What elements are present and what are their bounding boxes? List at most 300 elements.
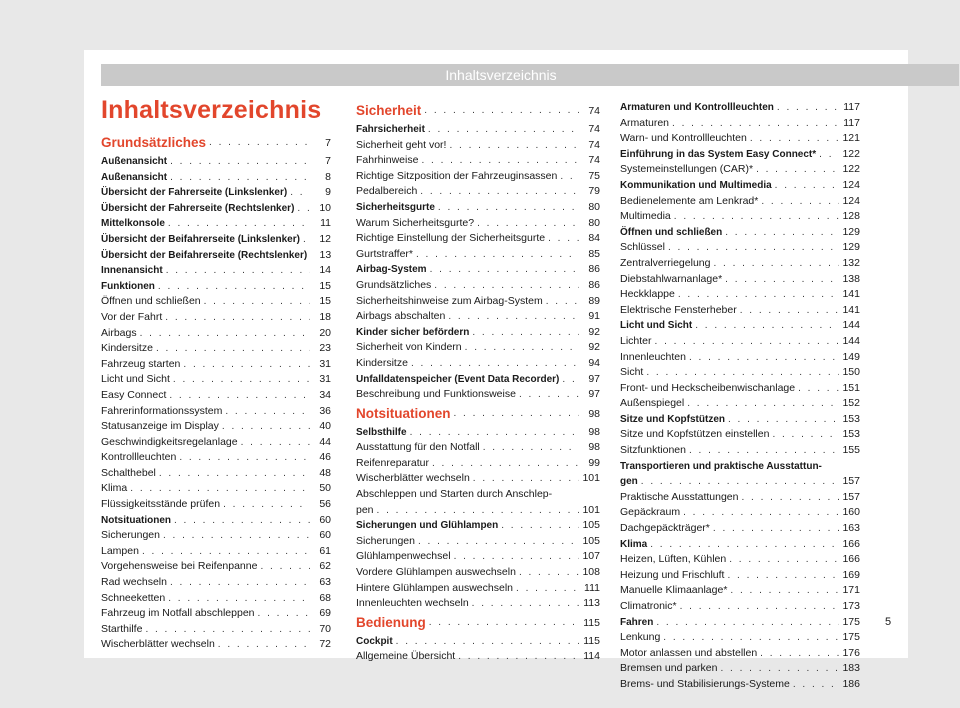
toc-leader-dots [713,521,839,537]
toc-page-number: 75 [588,169,600,182]
toc-entry[interactable] [356,340,600,356]
toc-entry[interactable] [620,537,860,553]
toc-leader-dots [729,552,839,568]
toc-page-number: 7 [325,137,331,149]
toc-entry[interactable] [356,387,600,403]
toc-page-number: 169 [842,568,860,581]
toc-entry-title: Notsituationen [101,514,171,526]
toc-leader-dots [290,185,310,201]
toc-entry[interactable] [356,487,600,503]
toc-page-number: 92 [588,341,600,354]
toc-leader-dots [424,100,579,122]
toc-entry-title: Reifenreparatur [356,456,429,469]
toc-page-number: 63 [319,576,331,589]
toc-leader-dots [140,326,310,342]
toc-entry[interactable] [620,303,860,319]
toc-leader-dots [156,341,310,357]
toc-entry-title: Airbag-System [356,264,427,276]
toc-entry-title: Sicherungen [101,529,160,542]
toc-page-number: 141 [842,303,860,316]
toc-entry-title: Innenleuchten wechseln [356,597,469,610]
toc-page-number: 122 [842,163,860,176]
toc-entry[interactable] [620,350,860,366]
toc-entry-title: Kommunikation und Multimedia [620,179,772,191]
toc-entry-title: Multimedia [620,210,671,223]
toc-entry[interactable] [356,471,600,487]
toc-entry-title: Außenspiegel [620,397,685,410]
toc-entry-title: Kindersitze [356,356,408,369]
toc-page-number: 97 [588,372,600,385]
toc-entry[interactable] [356,122,600,138]
toc-page-number: 36 [319,404,331,417]
toc-page-number: 13 [319,248,332,261]
toc-page-number: 176 [842,646,860,659]
toc-entry[interactable] [356,153,600,169]
toc-page-number: 84 [588,232,600,245]
toc-page-number: 151 [842,381,860,394]
toc-entry-title: Übersicht der Fahrerseite (Linkslenker) [101,187,288,199]
toc-entry[interactable] [620,630,860,646]
toc-leader-dots [458,649,579,665]
toc-entry[interactable] [356,247,600,263]
toc-entry[interactable] [101,357,331,373]
toc-entry[interactable] [101,388,331,404]
toc-leader-dots [165,310,310,326]
toc-entry[interactable] [620,334,860,350]
toc-page-number: 101 [582,503,600,516]
toc-entry-title: Geschwindigkeitsregelanlage [101,435,238,448]
toc-entry-title: Sitze und Kopfstützen [620,413,725,425]
toc-entry-title: Dachgepäckträger* [620,522,710,535]
toc-entry[interactable] [356,581,600,597]
toc-entry[interactable] [620,209,860,225]
toc-entry-title: Gepäckraum [620,506,681,519]
toc-entry[interactable] [620,287,860,303]
page-number: 5 [885,616,892,628]
toc-entry-title: Heizen, Lüften, Kühlen [620,553,727,566]
toc-entry[interactable] [620,599,860,615]
toc-entry[interactable] [620,240,860,256]
toc-leader-dots [678,287,839,303]
toc-leader-dots [472,596,579,612]
toc-entry[interactable] [101,372,331,388]
toc-entry-title: Beschreibung und Funktionsweise [356,388,516,401]
toc-section-heading[interactable] [101,132,331,154]
toc-leader-dots [142,544,310,560]
toc-page-number: 152 [842,397,860,410]
toc-leader-dots [223,497,310,513]
toc-entry-title: Cockpit [356,635,393,647]
toc-entry[interactable] [101,232,331,248]
toc-entry[interactable] [356,534,600,550]
toc-page-number: 173 [842,600,860,612]
toc-leader-dots [170,575,310,591]
toc-leader-dots [655,334,839,350]
toc-leader-dots [501,518,579,534]
toc-page-number: 171 [842,584,860,597]
toc-entry[interactable] [620,646,860,662]
toc-entry-title: Elektrische Fensterheber [620,303,737,316]
toc-entry[interactable] [620,474,860,490]
toc-page-number: 12 [319,232,331,245]
toc-page-number: 122 [842,147,860,160]
toc-page-number: 50 [319,482,331,495]
toc-leader-dots [421,153,579,169]
toc-entry[interactable] [101,481,331,497]
toc-page-number: 92 [588,325,600,338]
toc-entry[interactable] [356,596,600,612]
toc-page-number: 117 [843,101,860,113]
toc-page-number: 74 [588,123,600,135]
toc-page-number: 111 [584,581,600,594]
toc-leader-dots [668,240,839,256]
toc-entry[interactable] [620,194,860,210]
toc-entry-title: Diebstahlwarnanlage* [620,272,723,285]
toc-entry-title: gen [620,476,638,488]
toc-page-number: 186 [842,677,860,690]
toc-entry[interactable] [620,162,860,178]
toc-entry[interactable] [356,309,600,325]
toc-entry[interactable] [101,559,331,575]
toc-leader-dots [727,568,839,584]
toc-entry[interactable] [620,505,860,521]
toc-leader-dots [777,100,839,116]
toc-entry[interactable] [101,497,331,513]
toc-page-number: 175 [842,631,860,644]
toc-page-number: 80 [588,200,600,213]
toc-entry[interactable] [101,294,331,310]
toc-entry[interactable] [356,456,600,472]
toc-entry[interactable] [356,294,600,310]
toc-entry[interactable] [620,272,860,288]
toc-leader-dots [713,256,839,272]
toc-section-heading[interactable] [356,612,600,634]
toc-page-number: 101 [582,472,600,485]
toc-leader-dots [420,184,579,200]
toc-section-heading[interactable] [356,100,600,122]
toc-entry-title: Bedienung [356,614,426,630]
toc-entry[interactable] [620,521,860,537]
toc-entry[interactable] [101,637,331,653]
toc-entry[interactable] [356,356,600,372]
toc-entry-title: Transportieren und praktische Ausstattun- [620,460,822,472]
toc-leader-dots [656,615,839,631]
toc-page-number: 15 [319,279,331,292]
toc-entry[interactable] [356,138,600,154]
toc-entry-title: Außenansicht [101,156,168,167]
toc-entry[interactable] [620,583,860,599]
toc-leader-dots [258,606,310,622]
toc-entry[interactable] [101,248,331,264]
toc-entry-title: Licht und Sicht [101,373,170,386]
toc-leader-dots [454,403,580,425]
toc-leader-dots [674,209,839,225]
toc-column-3 [620,100,860,693]
toc-entry-title: Innenleuchten [620,350,686,363]
toc-leader-dots [429,612,579,634]
toc-leader-dots [793,677,839,693]
toc-page-number: 107 [582,550,600,563]
toc-leader-dots [260,559,310,575]
toc-entry[interactable] [620,552,860,568]
toc-entry-title: Sicherheit [356,103,422,118]
toc-leader-dots [663,630,839,646]
toc-leader-dots [689,443,839,459]
toc-page-number: 74 [588,154,600,167]
page-title: Inhaltsverzeichnis [101,96,322,124]
toc-page-number: 141 [842,288,860,301]
toc-entry[interactable] [356,184,600,200]
toc-leader-dots [483,440,579,456]
toc-leader-dots [689,350,839,366]
toc-leader-dots [772,427,839,443]
toc-page-number: 115 [583,616,600,629]
toc-page-number: 117 [843,116,860,129]
toc-leader-dots [168,591,310,607]
toc-page-number: 113 [583,597,600,610]
toc-entry[interactable] [101,326,331,342]
toc-entry-title: Heckklappe [620,288,675,301]
toc-entry[interactable] [356,440,600,456]
toc-entry-title: Sicherungen und Glühlampen [356,520,499,532]
toc-entry-title: Wischerblätter wechseln [356,472,470,485]
toc-entry-title: Grundsätzliches [101,135,207,150]
toc-page-number: 9 [325,186,331,199]
toc-page-number: 68 [319,591,331,604]
toc-entry-title: Statusanzeige im Display [101,420,219,433]
toc-entry[interactable] [356,518,600,534]
toc-page-number: 138 [842,272,860,285]
toc-entry-title: Schneeketten [101,591,166,604]
toc-entry[interactable] [101,544,331,560]
toc-entry-title: Fahrzeug im Notfall abschleppen [101,607,255,620]
toc-page-number: 157 [842,490,860,503]
toc-page-number: 98 [588,441,600,454]
toc-entry-title: Mittelkonsole [101,218,165,230]
toc-entry-title: Fahrzeug starten [101,357,181,370]
toc-page-number: 80 [588,216,600,229]
toc-entry[interactable] [101,170,331,186]
toc-page-number: 31 [319,357,331,370]
toc-leader-dots [183,357,310,373]
toc-entry-title: Armaturen [620,116,670,129]
toc-entry[interactable] [356,169,600,185]
toc-entry-title: Armaturen und Kontrollleuchten [620,102,774,113]
toc-entry-title: Schlüssel [620,241,665,254]
toc-page-number: 62 [319,560,331,573]
toc-page-number: 86 [588,263,600,276]
toc-entry[interactable] [620,147,860,163]
toc-entry[interactable] [356,503,600,519]
toc-entry[interactable] [620,116,860,132]
toc-entry[interactable] [620,615,860,631]
toc-entry[interactable] [101,466,331,482]
toc-page-number: 97 [588,388,600,401]
toc-leader-dots [750,131,839,147]
toc-leader-dots [377,503,579,519]
toc-entry-title: Lichter [620,334,652,347]
toc-entry-title: Heizung und Frischluft [620,568,725,581]
toc-entry-title: Flüssigkeitsstände prüfen [101,498,221,511]
toc-entry[interactable] [620,427,860,443]
toc-entry[interactable] [620,381,860,397]
toc-entry-title: Fahrerinformationssystem [101,404,223,417]
toc-page-number: 91 [588,310,600,323]
toc-page-number: 15 [319,295,331,308]
toc-page-number: 34 [319,388,331,401]
toc-entry[interactable] [101,341,331,357]
toc-entry[interactable] [356,549,600,565]
toc-entry-title: Lampen [101,544,139,557]
toc-leader-dots [130,481,310,497]
toc-page-number: 40 [319,420,331,433]
toc-entry[interactable] [620,568,860,584]
toc-entry-title: Sicherheit von Kindern [356,341,462,354]
toc-entry[interactable] [356,372,600,388]
toc-entry[interactable] [101,263,331,279]
toc-entry[interactable] [101,419,331,435]
toc-leader-dots [465,340,579,356]
toc-entry[interactable] [101,185,331,201]
toc-entry-title: Außenansicht [101,171,168,183]
toc-entry[interactable] [101,154,331,170]
toc-entry[interactable] [620,178,860,194]
toc-entry[interactable] [620,365,860,381]
toc-leader-dots [683,505,839,521]
toc-leader-dots [720,661,839,677]
toc-leader-dots [672,116,839,132]
toc-entry-title: Rad wechseln [101,576,167,589]
toc-entry[interactable] [101,310,331,326]
toc-entry[interactable] [620,100,860,116]
toc-entry[interactable] [620,677,860,693]
toc-entry[interactable] [101,435,331,451]
toc-page-number: 153 [842,412,860,425]
toc-entry[interactable] [356,634,600,650]
toc-page-number: 144 [842,334,860,347]
toc-leader-dots [218,637,310,653]
toc-leader-dots [761,194,839,210]
toc-entry-title: Praktische Ausstattungen [620,490,739,503]
toc-page-number: 108 [582,566,600,579]
toc-page-number: 166 [842,537,860,550]
toc-page-number: 74 [588,138,600,151]
toc-entry[interactable] [356,278,600,294]
toc-page-number: 23 [319,342,331,355]
toc-entry-title: Richtige Sitzposition der Fahrzeuginsassen [356,169,558,182]
toc-leader-dots [416,247,579,263]
toc-entry-title: Fahrsicherheit [356,124,425,135]
toc-leader-dots [158,279,310,295]
toc-leader-dots [166,263,310,279]
toc-entry[interactable] [101,201,331,217]
toc-page-number: 61 [319,544,331,557]
toc-leader-dots [204,294,310,310]
toc-entry[interactable] [101,528,331,544]
toc-entry-title: Richtige Einstellung der Sicherheitsgurte [356,232,546,245]
toc-entry[interactable] [356,200,600,216]
toc-entry[interactable] [620,318,860,334]
toc-page-number: 129 [842,241,860,254]
toc-entry[interactable] [356,216,600,232]
toc-entry[interactable] [356,325,600,341]
toc-page-number: 11 [320,217,331,230]
toc-entry-title: Übersicht der Fahrerseite (Rechtslenker) [101,202,295,214]
toc-page-number: 18 [319,310,331,323]
toc-entry[interactable] [356,425,600,441]
toc-leader-dots [410,425,579,441]
toc-entry[interactable] [101,513,331,529]
toc-entry[interactable] [620,412,860,428]
toc-leader-dots [438,200,579,216]
toc-entry-title: Unfalldatenspeicher (Event Data Recorder) [356,373,560,385]
toc-entry[interactable] [620,225,860,241]
toc-entry-title: Manuelle Klimaanlage* [620,584,728,597]
toc-page-number: 74 [588,105,600,117]
toc-page-number: 69 [319,607,331,620]
toc-page-number: 60 [319,529,331,542]
toc-entry[interactable] [620,396,860,412]
toc-entry-title: Easy Connect [101,388,167,401]
toc-entry-title: Hintere Glühlampen auswechseln [356,581,514,594]
toc-entry-title: Motor anlassen und abstellen [620,646,758,659]
toc-page-number: 155 [842,444,860,457]
toc-leader-dots [519,565,579,581]
toc-entry[interactable] [101,622,331,638]
toc-entry[interactable] [620,459,860,475]
toc-entry[interactable] [356,262,600,278]
toc-entry[interactable] [620,131,860,147]
toc-entry[interactable] [620,256,860,272]
toc-entry[interactable] [620,490,860,506]
toc-entry-title: Klima [101,482,128,495]
toc-entry[interactable] [101,404,331,420]
toc-entry[interactable] [101,591,331,607]
toc-leader-dots [798,381,839,397]
toc-entry[interactable] [101,606,331,622]
toc-entry[interactable] [101,216,331,232]
toc-leader-dots [730,583,839,599]
toc-entry-title: Allgemeine Übersicht [356,650,456,663]
toc-leader-dots [560,169,579,185]
toc-entry[interactable] [620,661,860,677]
toc-entry-title: Sicherheit geht vor! [356,138,447,151]
toc-leader-dots [740,303,839,319]
toc-entry-title: Sitze und Kopfstützen einstellen [620,428,770,441]
toc-leader-dots [546,294,579,310]
toc-entry[interactable] [101,450,331,466]
toc-entry[interactable] [356,649,600,665]
toc-leader-dots [396,634,579,650]
toc-entry[interactable] [620,443,860,459]
toc-entry-title: Übersicht der Beifahrerseite (Linkslenker) [101,233,300,245]
toc-section-heading[interactable] [356,403,600,425]
toc-entry[interactable] [356,231,600,247]
toc-entry[interactable] [101,279,331,295]
toc-entry-title: Innenansicht [101,265,163,277]
toc-entry-title: Funktionen [101,280,155,292]
toc-entry-title: Bedienelemente am Lenkrad* [620,194,759,207]
toc-entry[interactable] [356,565,600,581]
toc-page-number: 85 [588,247,600,260]
toc-page-number: 175 [842,615,860,628]
toc-entry-title: Fahren [620,616,654,628]
toc-entry-title: Öffnen und schließen [620,226,723,238]
toc-entry-title: Licht und Sicht [620,320,693,332]
toc-entry[interactable] [101,575,331,591]
toc-entry-title: Airbags [101,326,137,339]
toc-entry-title: Kindersitze [101,342,153,355]
